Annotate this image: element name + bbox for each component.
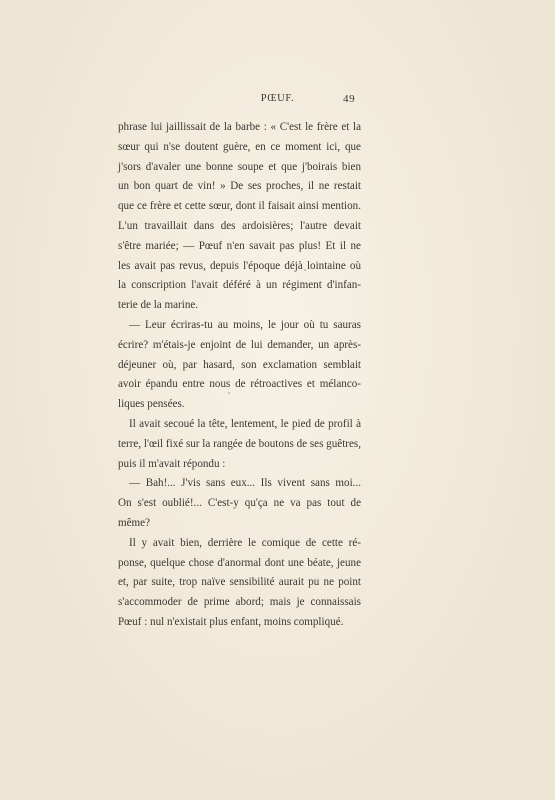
paragraph bbox=[118, 534, 361, 633]
text-line: écrire? m'étais-je enjoint de lui demander, un après- bbox=[118, 338, 361, 351]
paragraph bbox=[118, 316, 361, 415]
text-line: que ce frère et cette sœur, dont il faisait ainsi mention. bbox=[118, 200, 361, 213]
text-line: — Bah!... J'vis sans eux... Ils vivent sans moi... bbox=[129, 477, 361, 490]
text-line: la conscription l'avait déféré à un régiment d'infan- bbox=[118, 279, 361, 292]
text-line: On s'est oublié!... C'est-y qu'ça ne va pas tout de bbox=[118, 497, 361, 510]
body-text bbox=[118, 118, 361, 633]
paragraph bbox=[118, 474, 361, 533]
paragraph bbox=[118, 118, 361, 316]
text-line: phrase lui jaillissait de la barbe : « C'est le frère et la bbox=[118, 121, 361, 133]
text-line: les avait pas revus, depuis l'époque déjà lointaine où bbox=[118, 259, 361, 272]
text-line: liques pensées. bbox=[118, 398, 185, 411]
text-line: même? bbox=[118, 516, 151, 529]
text-line: et, par suite, trop naïve sensibilité aurait pu ne point bbox=[118, 576, 361, 589]
text-line: Il y avait bien, derrière le comique de cette ré- bbox=[129, 536, 361, 549]
text-line: s'accommoder de prime abord; mais je connaissais bbox=[118, 596, 361, 609]
text-line: déjeuner où, par hasard, son exclamation semblait bbox=[118, 358, 361, 371]
text-line: j'sors d'avaler une bonne soupe et que j'boirais bien bbox=[118, 160, 361, 173]
paragraph bbox=[118, 415, 361, 474]
running-head bbox=[0, 93, 555, 109]
running-head-title: PŒUF. bbox=[260, 93, 295, 104]
page-number: 49 bbox=[343, 93, 356, 105]
text-line: puis il m'avait répondu : bbox=[118, 457, 226, 470]
paper-speck bbox=[304, 269, 306, 271]
text-line: L'un travaillait dans des ardoisières; l'autre devait bbox=[118, 219, 361, 232]
text-line: s'être mariée; — Pœuf n'en savait pas plus! Et il ne bbox=[118, 239, 361, 252]
text-line: terie de la marine. bbox=[118, 299, 199, 312]
paper-speck bbox=[228, 392, 230, 394]
text-line: — Leur écriras-tu au moins, le jour où tu sauras bbox=[129, 318, 361, 331]
text-line: ponse, quelque chose d'anormal dont une béate, jeune bbox=[118, 556, 361, 569]
text-line: avoir épandu entre nous de rétroactives et mélanco- bbox=[118, 378, 361, 391]
text-line: sœur qui n'se doutent guère, en ce moment ici, que bbox=[118, 140, 361, 153]
text-line: terre, l'œil fixé sur la rangée de boutons de ses guêtres, bbox=[118, 437, 361, 450]
text-line: un bon quart de vin! » De ses proches, il ne restait bbox=[118, 180, 361, 193]
text-line: Il avait secoué la tête, lentement, le pied de profil à bbox=[129, 417, 361, 430]
text-line: Pœuf : nul n'existait plus enfant, moins compliqué. bbox=[118, 615, 344, 628]
